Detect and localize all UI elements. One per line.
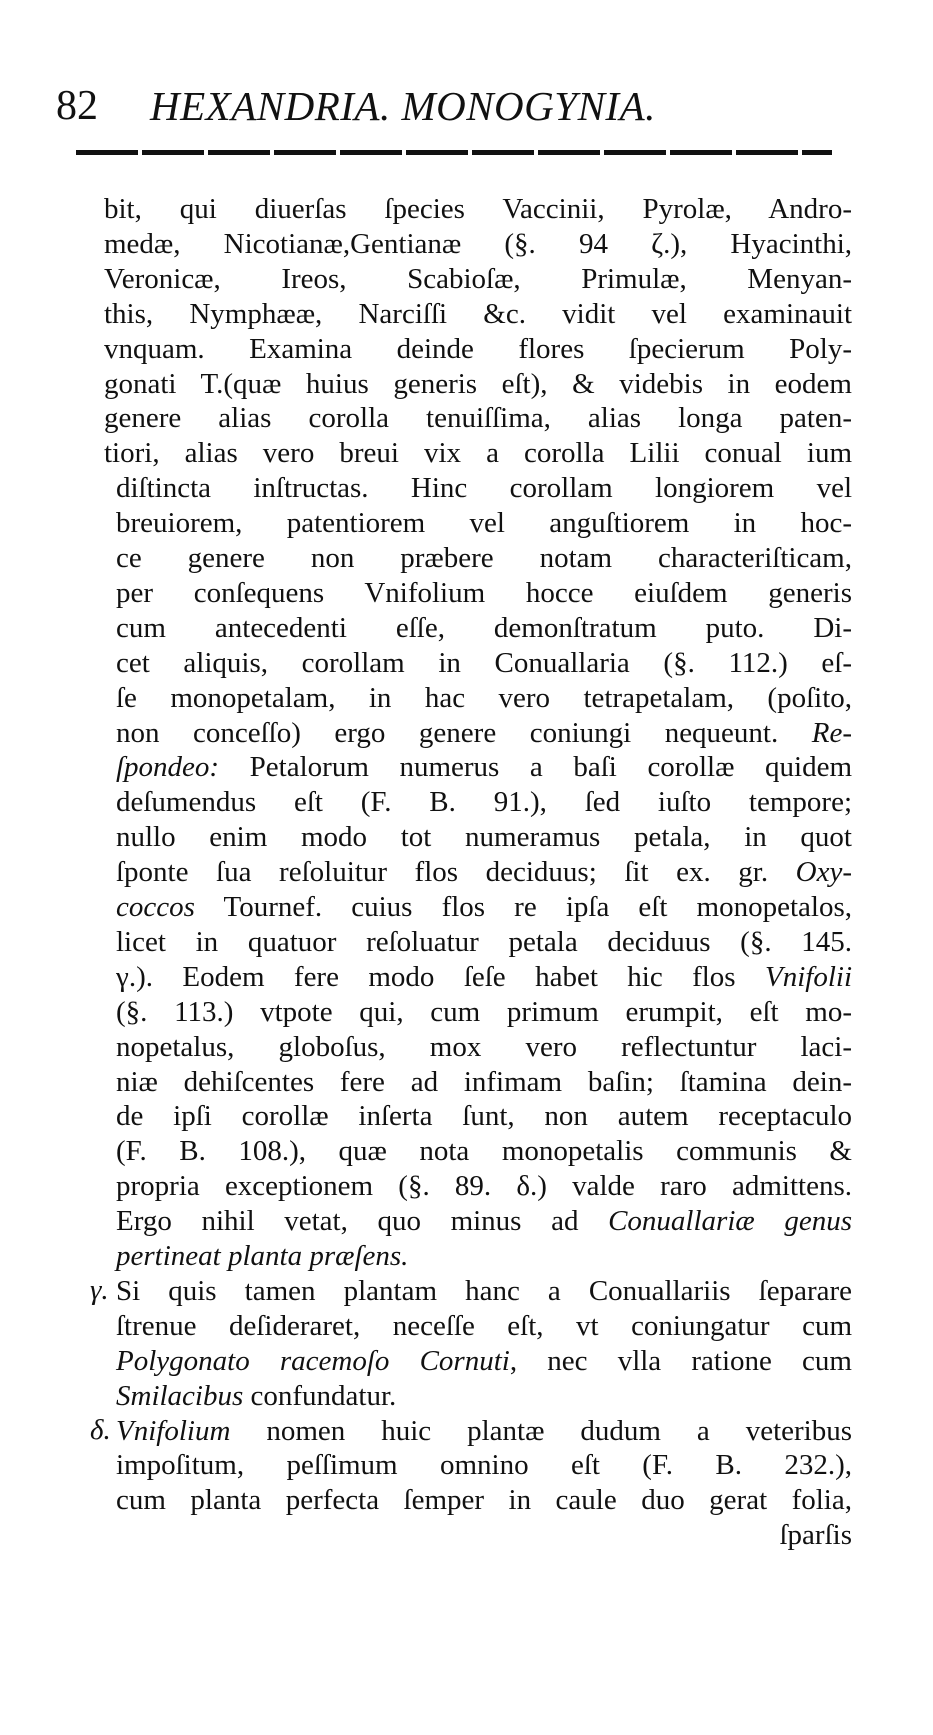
text-segment: de ipſi corollæ inſerta ſunt, non autem receptaculo: [116, 1100, 852, 1133]
text-line: [104, 192, 852, 227]
text-line: [116, 1414, 852, 1449]
text-segment: confundatur.: [243, 1379, 397, 1412]
text-line: [116, 611, 852, 646]
text-line: [116, 1518, 852, 1553]
text-segment: Petalorum numerus a baſi corollæ quidem: [219, 751, 852, 784]
text-line: [116, 890, 852, 925]
text-segment: gonati T.(quæ huius generis eſt), & videbis in eodem: [104, 367, 852, 400]
text-line: [116, 1483, 852, 1518]
text-line: [104, 401, 852, 436]
text-segment: ſponte ſua reſoluitur flos deciduus; ſit ex. gr.: [116, 856, 796, 889]
text-segment: non conceſſo) ergo genere coniungi nequeunt.: [116, 716, 812, 749]
text-segment: nullo enim modo tot numeramus petala, in quot: [116, 821, 852, 854]
text-line: [116, 750, 852, 785]
text-segment: cet aliquis, corollam in Conuallaria (§. 112.) eſ-: [116, 646, 852, 679]
text-segment: medæ, Nicotianæ,Gentianæ (§. 94 ζ.), Hyacinthi,: [104, 227, 852, 260]
text-segment: ſtrenue deſideraret, neceſſe eſt, vt coniungatur cum: [116, 1309, 852, 1342]
text-segment: (F. B. 108.), quæ nota monopetalis communis &: [116, 1135, 852, 1168]
text-line: [116, 1030, 852, 1065]
text-segment: vnquam. Examina deinde flores ſpecierum Poly-: [104, 332, 852, 365]
text-line: [116, 1274, 852, 1309]
text-segment: propria exceptionem (§. 89. δ.) valde raro admittens.: [116, 1170, 852, 1203]
text-line: [116, 1309, 852, 1344]
text-segment: per conſequens Vnifolium hocce eiuſdem generis: [116, 576, 852, 609]
text-segment: cum planta perfecta ſemper in caule duo gerat folia,: [116, 1484, 852, 1517]
item-marker: γ.: [90, 1273, 109, 1306]
text-line: [116, 506, 852, 541]
italic-text: Vnifolii: [765, 960, 852, 993]
text-line: [116, 681, 852, 716]
italic-text: Oxy-: [795, 856, 852, 889]
text-line: [116, 471, 852, 506]
text-line: [104, 367, 852, 402]
text-segment: γ.). Eodem fere modo ſeſe habet hic flos: [116, 960, 765, 993]
text-line: [116, 541, 852, 576]
italic-text: coccos: [116, 891, 195, 923]
text-line: [104, 262, 852, 297]
text-segment: impoſitum, peſſimum omnino eſt (F. B. 232.),: [116, 1449, 852, 1482]
text-segment: Tournef. cuius flos re ipſa eſt monopetalos,: [194, 891, 852, 923]
text-segment: breuiorem, patentiorem vel anguſtiorem in hoc-: [116, 507, 852, 540]
text-line: [116, 785, 852, 820]
text-line: [116, 820, 852, 855]
item-marker: δ.: [90, 1413, 111, 1446]
text-line: [116, 1134, 852, 1169]
text-line: [116, 576, 852, 611]
text-segment: (§. 113.) vtpote qui, cum primum erumpit, eſt mo-: [116, 995, 852, 1028]
italic-text: Smilacibus: [116, 1379, 244, 1412]
text-segment: nomen huic plantæ dudum a veteribus: [230, 1414, 852, 1447]
page-number: 82: [56, 83, 98, 129]
italic-text: Conuallariæ genus: [608, 1205, 852, 1238]
text-line: [116, 925, 852, 960]
italic-text: Vnifolium: [116, 1414, 231, 1447]
text-segment: nopetalus, globoſus, mox vero reflectuntur laci-: [116, 1030, 852, 1063]
text-line: [104, 436, 852, 471]
text-line: [116, 1344, 852, 1379]
text-line: [116, 1204, 852, 1239]
text-segment: Ergo nihil vetat, quo minus ad: [116, 1205, 609, 1238]
text-segment: tiori, alias vero breui vix a corolla Lilii conual ium: [104, 437, 852, 470]
text-segment: this, Nymphææ, Narciſſi &c. vidit vel examinauit: [104, 297, 852, 330]
text-segment: bit, qui diuerſas ſpecies Vaccinii, Pyrolæ, Andro-: [104, 193, 852, 225]
text-segment: Si quis tamen plantam hanc a Conuallariis ſeparare: [116, 1274, 852, 1307]
text-line: [116, 1065, 852, 1100]
text-segment: , nec vlla ratione cum: [509, 1344, 852, 1377]
text-line: [104, 297, 852, 332]
text-line: [104, 332, 852, 367]
header-rule: [76, 150, 832, 155]
text-segment: ſe monopetalam, in hac vero tetrapetalam, (poſito,: [116, 681, 852, 714]
text-segment: Veronicæ, Ireos, Scabioſæ, Primulæ, Menyan-: [104, 262, 852, 295]
text-line: [116, 855, 852, 890]
text-line: [116, 716, 852, 751]
text-line: [116, 1448, 852, 1483]
italic-text: ſpondeo:: [116, 751, 220, 784]
running-title: HEXANDRIA. MONOGYNIA.: [150, 83, 656, 129]
text-segment: deſumendus eſt (F. B. 91.), ſed iuſto tempore;: [116, 786, 852, 819]
text-segment: licet in quatuor reſoluatur petala deciduus (§. 145.: [116, 925, 852, 958]
text-segment: ce genere non præbere notam characteriſticam,: [116, 542, 852, 574]
text-line: [116, 1169, 852, 1204]
text-segment: genere alias corolla tenuiſſima, alias longa paten-: [104, 402, 852, 435]
text-segment: niæ dehiſcentes fere ad infimam baſin; ſtamina dein-: [116, 1065, 852, 1098]
text-segment: cum antecedenti eſſe, demonſtratum puto. Di-: [116, 611, 852, 644]
text-line: [116, 1239, 852, 1274]
text-line: [116, 1379, 852, 1414]
text-line: [104, 227, 852, 262]
text-line: [116, 1099, 852, 1134]
text-segment: ſparſis: [779, 1519, 852, 1552]
text-line: [116, 960, 852, 995]
text-line: [116, 646, 852, 681]
text-line: [116, 995, 852, 1030]
text-segment: diſtincta inſtructas. Hinc corollam longiorem vel: [116, 472, 852, 505]
italic-text: Re-: [811, 716, 852, 749]
italic-text: Polygonato racemoſo Cornuti: [116, 1344, 510, 1377]
italic-text: pertineat planta præſens.: [116, 1240, 409, 1272]
